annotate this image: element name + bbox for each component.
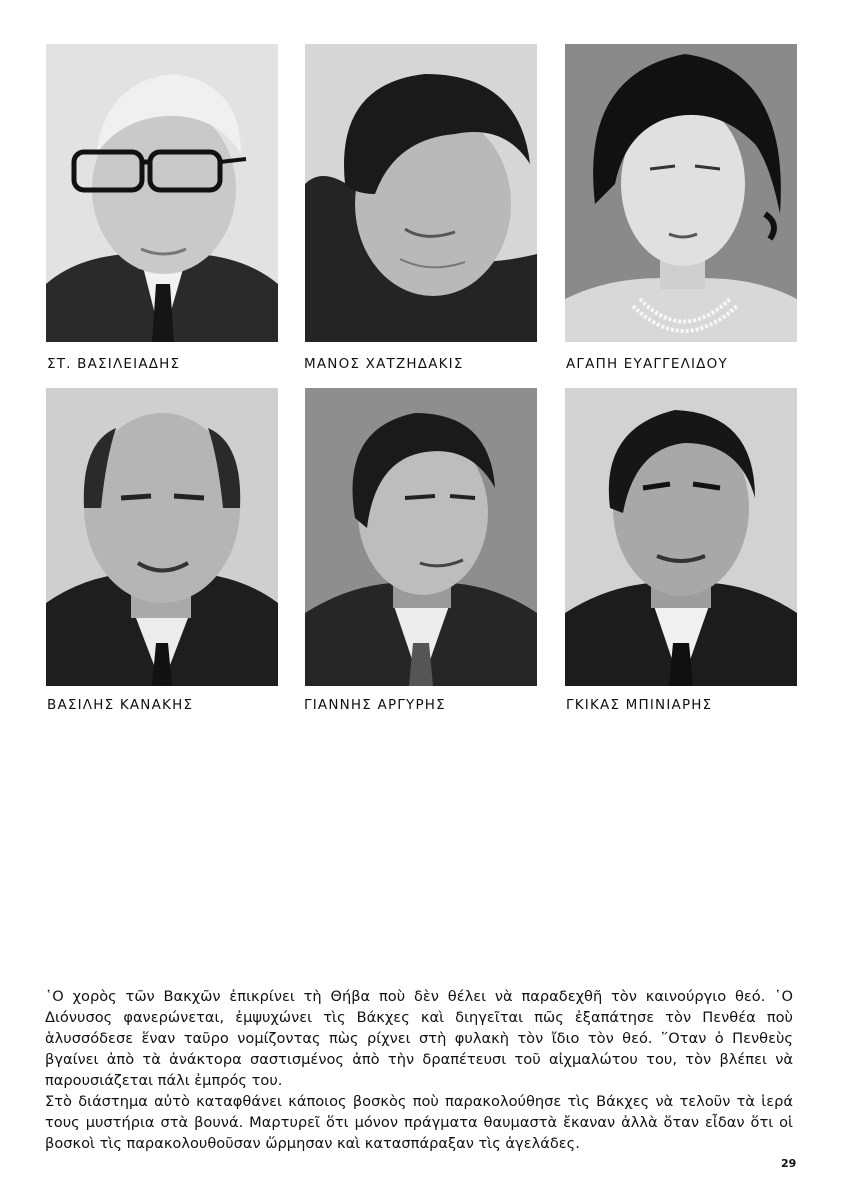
portrait-caption: ΓΚΙΚΑΣ ΜΠΙΝΙΑΡΗΣ — [566, 697, 713, 713]
portrait-image — [305, 44, 537, 342]
portrait-image — [305, 388, 537, 686]
portrait-image — [565, 44, 797, 342]
paragraph: Στὸ διάστημα αὐτὸ καταφθάνει κάποιος βοσκὸς ποὺ παρακολούθησε τὶς Βάκχες νὰ τελοῦν τὰ ἱερά τους μυστήρια στὰ βουνά. Μαρτυρεῖ ὅτι μόνον πράγματα θαυμαστὰ ἔκαναν ἀλλὰ ὅταν εἶδαν ὅτι οἱ βοσκοὶ τὶς παρακολουθοῦσαν ὥρμησαν καὶ κατασπάραξαν τὶς ἀγελάδες. — [45, 1093, 793, 1152]
portrait-photo-vasileiadis — [46, 44, 278, 342]
portrait-caption: ΒΑΣΙΛΗΣ ΚΑΝΑΚΗΣ — [47, 697, 194, 713]
paragraph: ῾Ο χορὸς τῶν Βακχῶν ἐπικρίνει τὴ Θήβα ποὺ δὲν θέλει νὰ παραδεχθῆ τὸν καινούργιο θεό. ῾Ο Διόνυσος φανερώνεται, ἐμψυχώνει τὶς Βάκχες καὶ διηγεῖται πῶς ἐξαπάτησε τὸν Πενθέα ποὺ ἁλυσσόδεσε ἕναν ταῦρο νομίζοντας πὼς ρίχνει στὴ φυλακὴ τὸν ἴδιο τὸν θεό. ῞Οταν ὁ Πενθεὺς βγαίνει ἀπὸ τὰ ἀνάκτορα σαστισμένος ἀπὸ τὴν δραπέτευσι τοῦ αἰχμαλώτου του, τὸν βλέπει νὰ παρουσιάζεται πάλι ἐμπρός του. — [45, 988, 793, 1089]
portrait-image — [565, 388, 797, 686]
portrait-caption: ΑΓΑΠΗ ΕΥΑΓΓΕΛΙΔΟΥ — [566, 356, 728, 372]
portrait-caption: ΓΙΑΝΝΗΣ ΑΡΓΥΡΗΣ — [304, 697, 446, 713]
portrait-caption: ΜΑΝΟΣ ΧΑΤΖΗΔΑΚΙΣ — [304, 356, 464, 372]
portrait-photo-kanakis — [46, 388, 278, 686]
body-text — [45, 986, 793, 1154]
portrait-photo-evangelidou — [565, 44, 797, 342]
portrait-caption: ΣΤ. ΒΑΣΙΛΕΙΑΔΗΣ — [47, 356, 181, 372]
portrait-image — [46, 388, 278, 686]
portrait-photo-biniaris — [565, 388, 797, 686]
portrait-image — [46, 44, 278, 342]
page-number: 29 — [781, 1157, 797, 1170]
portrait-photo-argyris — [305, 388, 537, 686]
portrait-photo-hatzidakis — [305, 44, 537, 342]
